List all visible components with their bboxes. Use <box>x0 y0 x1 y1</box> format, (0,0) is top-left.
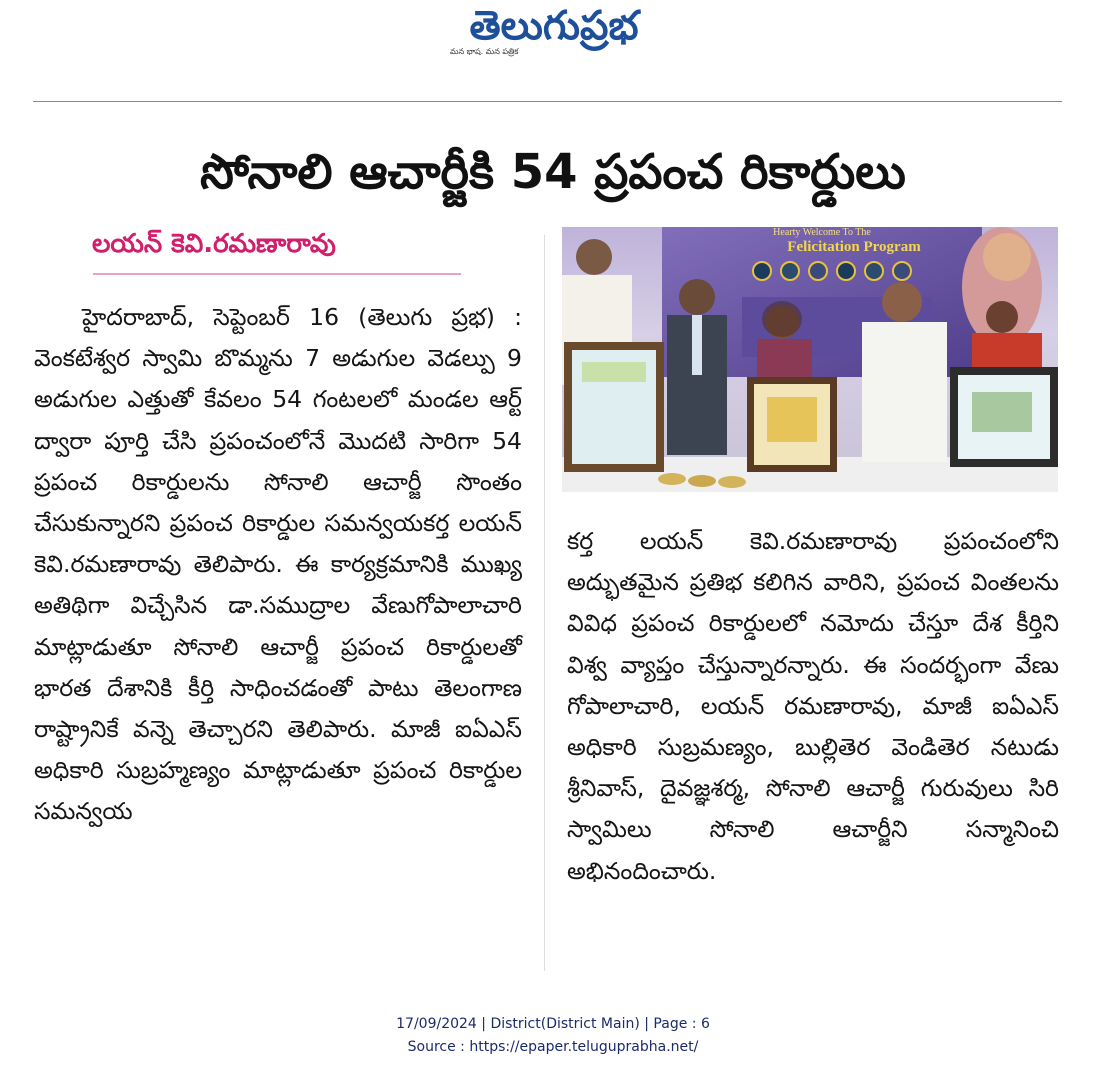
byline-underline <box>93 273 461 275</box>
article-body-left-text: హైదరాబాద్, సెప్టెంబర్ 16 (తెలుగు ప్రభ) : వెంకటేశ్వర స్వామి బొమ్మను 7 అడుగుల వెడల్పు 9 అడుగుల ఎత్తుతో కేవలం 54 గంటలలో మండల ఆర్ట్ ద్వారా పూర్తి చేసి ప్రపంచంలోనే మొదటి సారిగా 54 ప్రపంచ రికార్డులను సోనాలి ఆచార్జీ సొంతం చేసుకున్నారని ప్రపంచ రికార్డుల సమన్వయకర్త లయన్ కెవి.రమణారావు తెలిపారు. ఈ కార్యక్రమానికి ముఖ్య అతిథిగా విచ్చేసిన డా.సముద్రాల వేణుగోపాలాచారి మాట్లాడుతూ సోనాలి ఆచార్జీ ప్రపంచ రికార్డులతో భారత దేశానికి కీర్తి సాధించడంతో పాటు తెలంగాణ రాష్ట్రానికే వన్నె తెచ్చారని తెలిపారు. మాజీ ఐఏఎస్ అధికారి సుబ్రహ్మణ్యం మాట్లాడుతూ ప్రపంచ రికార్డుల సమన్వయ <box>34 303 522 826</box>
article-body-left-column <box>34 297 522 833</box>
masthead-divider <box>33 101 1062 102</box>
banner-welcome-text: Hearty Welcome To The <box>773 227 871 238</box>
footer-date-section: 17/09/2024 | District(District Main) | Page : 6 <box>396 1016 710 1032</box>
page-footer <box>0 1013 1106 1059</box>
masthead <box>0 0 1106 70</box>
event-photo <box>562 227 1058 492</box>
event-photo-illustration <box>562 227 1058 492</box>
footer-source-link[interactable]: Source : https://epaper.teluguprabha.net/ <box>407 1039 699 1055</box>
banner-title-text: Felicitation Program <box>787 239 921 255</box>
article-headline: సోనాలి ఆచార్జీకి 54 ప్రపంచ రికార్డులు <box>200 144 906 200</box>
article-body-right-column <box>567 521 1059 892</box>
article-body-right-text: కర్త లయన్ కెవి.రమణారావు ప్రపంచంలోని అద్భుతమైన ప్రతిభ కలిగిన వారిని, ప్రపంచ వింతలను వివిధ ప్రపంచ రికార్డులలో నమోదు చేస్తూ దేశ కీర్తిని విశ్వ వ్యాప్తం చేస్తున్నారన్నారు. ఈ సందర్భంగా వేణు గోపాలాచారి, లయన్ రమణారావు, మాజీ ఐఏఎస్ అధికారి సుబ్రమణ్యం, బుల్లితెర వెండితెర నటుడు శ్రీనివాస్, దైవజ్ఞశర్మ, సోనాలి ఆచార్జీ గురువులు సిరి స్వామిలు సోనాలి ఆచార్జీని సన్మానించి అభినందించారు. <box>567 527 1059 885</box>
column-divider <box>544 235 545 971</box>
newspaper-logo: తెలుగుప్రభ <box>469 3 639 49</box>
article-byline: లయన్ కెవి.రమణారావు <box>92 229 336 259</box>
newspaper-tagline: మన భాష. మన పత్రిక <box>450 47 519 56</box>
